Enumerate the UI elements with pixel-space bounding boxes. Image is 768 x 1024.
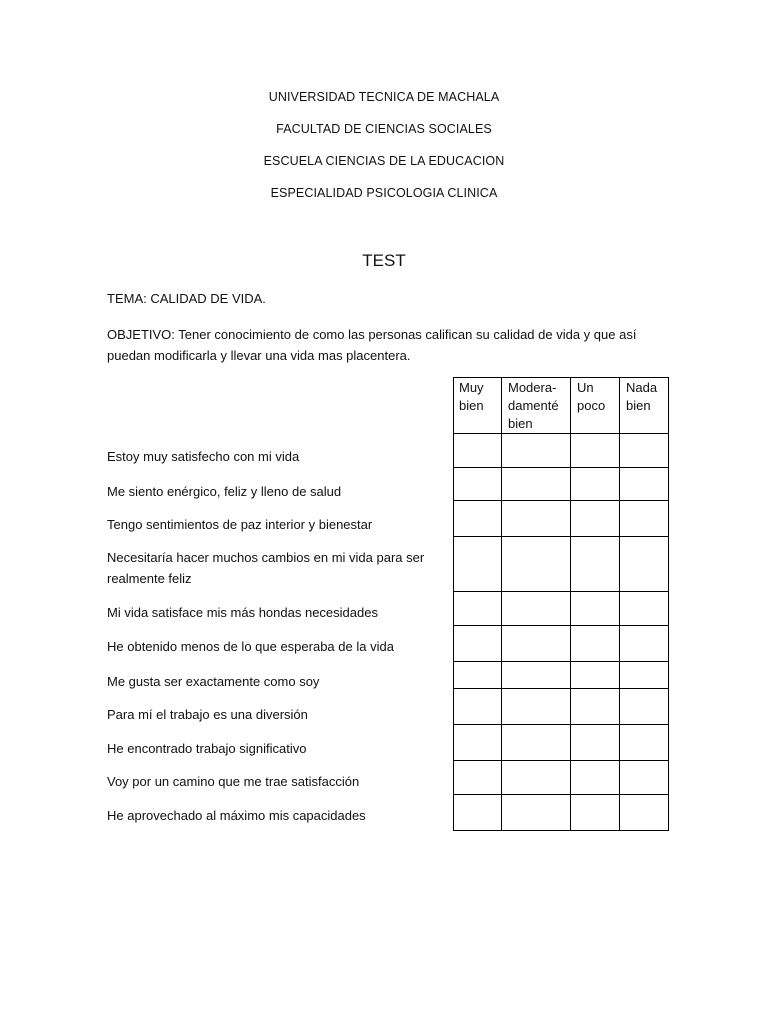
- question-item: He obtenido menos de lo que esperaba de la vida: [107, 639, 394, 654]
- column-header-line: bien: [508, 416, 533, 431]
- column-header-line: damenté: [508, 398, 559, 413]
- column-header-line: Un: [577, 380, 594, 395]
- column-header-line: Muy: [459, 380, 484, 395]
- column-header-line: poco: [577, 398, 606, 413]
- answer-cell[interactable]: [502, 795, 571, 831]
- answer-cell[interactable]: [571, 626, 620, 662]
- answer-cell[interactable]: [620, 626, 669, 662]
- question-item: He aprovechado al máximo mis capacidades: [107, 808, 366, 823]
- answer-cell[interactable]: [620, 501, 669, 537]
- faculty-name: FACULTAD DE CIENCIAS SOCIALES: [276, 122, 492, 136]
- col-moderadamente-bien-header: [508, 379, 559, 433]
- answer-cell[interactable]: [620, 537, 669, 592]
- answer-cell[interactable]: [620, 725, 669, 761]
- question-item: Mi vida satisface mis más hondas necesidades: [107, 605, 378, 620]
- answer-cell[interactable]: [453, 501, 502, 537]
- answer-cell[interactable]: [453, 468, 502, 501]
- question-item: He encontrado trabajo significativo: [107, 741, 307, 756]
- specialty-name: ESPECIALIDAD PSICOLOGIA CLINICA: [270, 186, 498, 200]
- answer-cell[interactable]: [502, 689, 571, 725]
- answer-cell[interactable]: [502, 592, 571, 626]
- answer-cell[interactable]: [453, 592, 502, 626]
- school-name: ESCUELA CIENCIAS DE LA EDUCACION: [263, 154, 505, 168]
- answer-cell[interactable]: [502, 626, 571, 662]
- answer-cell[interactable]: [571, 434, 620, 468]
- answer-cell[interactable]: [571, 761, 620, 795]
- question-item: Necesitaría hacer muchos cambios en mi vida para ser realmente feliz: [107, 550, 425, 586]
- answer-cell[interactable]: [453, 761, 502, 795]
- answer-cell[interactable]: [502, 725, 571, 761]
- answer-cell[interactable]: [620, 689, 669, 725]
- objective-paragraph: OBJETIVO: Tener conocimiento de como las personas califican su calidad de vida y que así puedan modificarla y llevar una vida mas placentera.: [107, 327, 637, 363]
- question-item: Para mí el trabajo es una diversión: [107, 707, 308, 722]
- answer-cell[interactable]: [502, 537, 571, 592]
- answer-cell[interactable]: [453, 537, 502, 592]
- answer-cell[interactable]: [453, 626, 502, 662]
- answer-cell[interactable]: [620, 662, 669, 689]
- answer-cell[interactable]: [571, 662, 620, 689]
- answer-cell[interactable]: [571, 501, 620, 537]
- answer-cell[interactable]: [453, 689, 502, 725]
- answer-cell[interactable]: [620, 434, 669, 468]
- answer-cell[interactable]: [453, 725, 502, 761]
- question-item: Me gusta ser exactamente como soy: [107, 674, 320, 689]
- answer-cell[interactable]: [502, 662, 571, 689]
- answer-cell[interactable]: [502, 434, 571, 468]
- answer-cell[interactable]: [571, 537, 620, 592]
- answer-cell[interactable]: [453, 434, 502, 468]
- answer-cell[interactable]: [571, 795, 620, 831]
- answer-cell[interactable]: [502, 501, 571, 537]
- column-header-line: Nada: [626, 380, 658, 395]
- answer-cell[interactable]: [571, 468, 620, 501]
- column-header-line: bien: [626, 398, 651, 413]
- question-item: Me siento enérgico, feliz y lleno de salud: [107, 484, 342, 499]
- answer-cell[interactable]: [571, 689, 620, 725]
- answer-cell[interactable]: [571, 592, 620, 626]
- question-item: Tengo sentimientos de paz interior y bienestar: [107, 517, 373, 532]
- col-un-poco-header: [577, 379, 605, 415]
- answer-cell[interactable]: [571, 725, 620, 761]
- answer-cell[interactable]: [453, 795, 502, 831]
- answer-cell[interactable]: [620, 761, 669, 795]
- column-header-line: Modera-: [508, 380, 557, 395]
- answer-cell[interactable]: [453, 662, 502, 689]
- answer-cell[interactable]: [620, 468, 669, 501]
- column-header-line: bien: [459, 398, 484, 413]
- answer-cell[interactable]: [620, 592, 669, 626]
- answer-cell[interactable]: [502, 761, 571, 795]
- rating-grid: [453, 377, 669, 831]
- answer-cell[interactable]: [502, 468, 571, 501]
- question-item: Estoy muy satisfecho con mi vida: [107, 449, 300, 464]
- col-nada-bien-header: [626, 379, 657, 415]
- question-item: Voy por un camino que me trae satisfacción: [107, 774, 360, 789]
- university-name: UNIVERSIDAD TECNICA DE MACHALA: [268, 90, 500, 104]
- topic-line: TEMA: CALIDAD DE VIDA.: [107, 291, 266, 306]
- answer-cell[interactable]: [620, 795, 669, 831]
- document-title: TEST: [362, 251, 406, 270]
- col-muy-bien-header: [459, 379, 484, 415]
